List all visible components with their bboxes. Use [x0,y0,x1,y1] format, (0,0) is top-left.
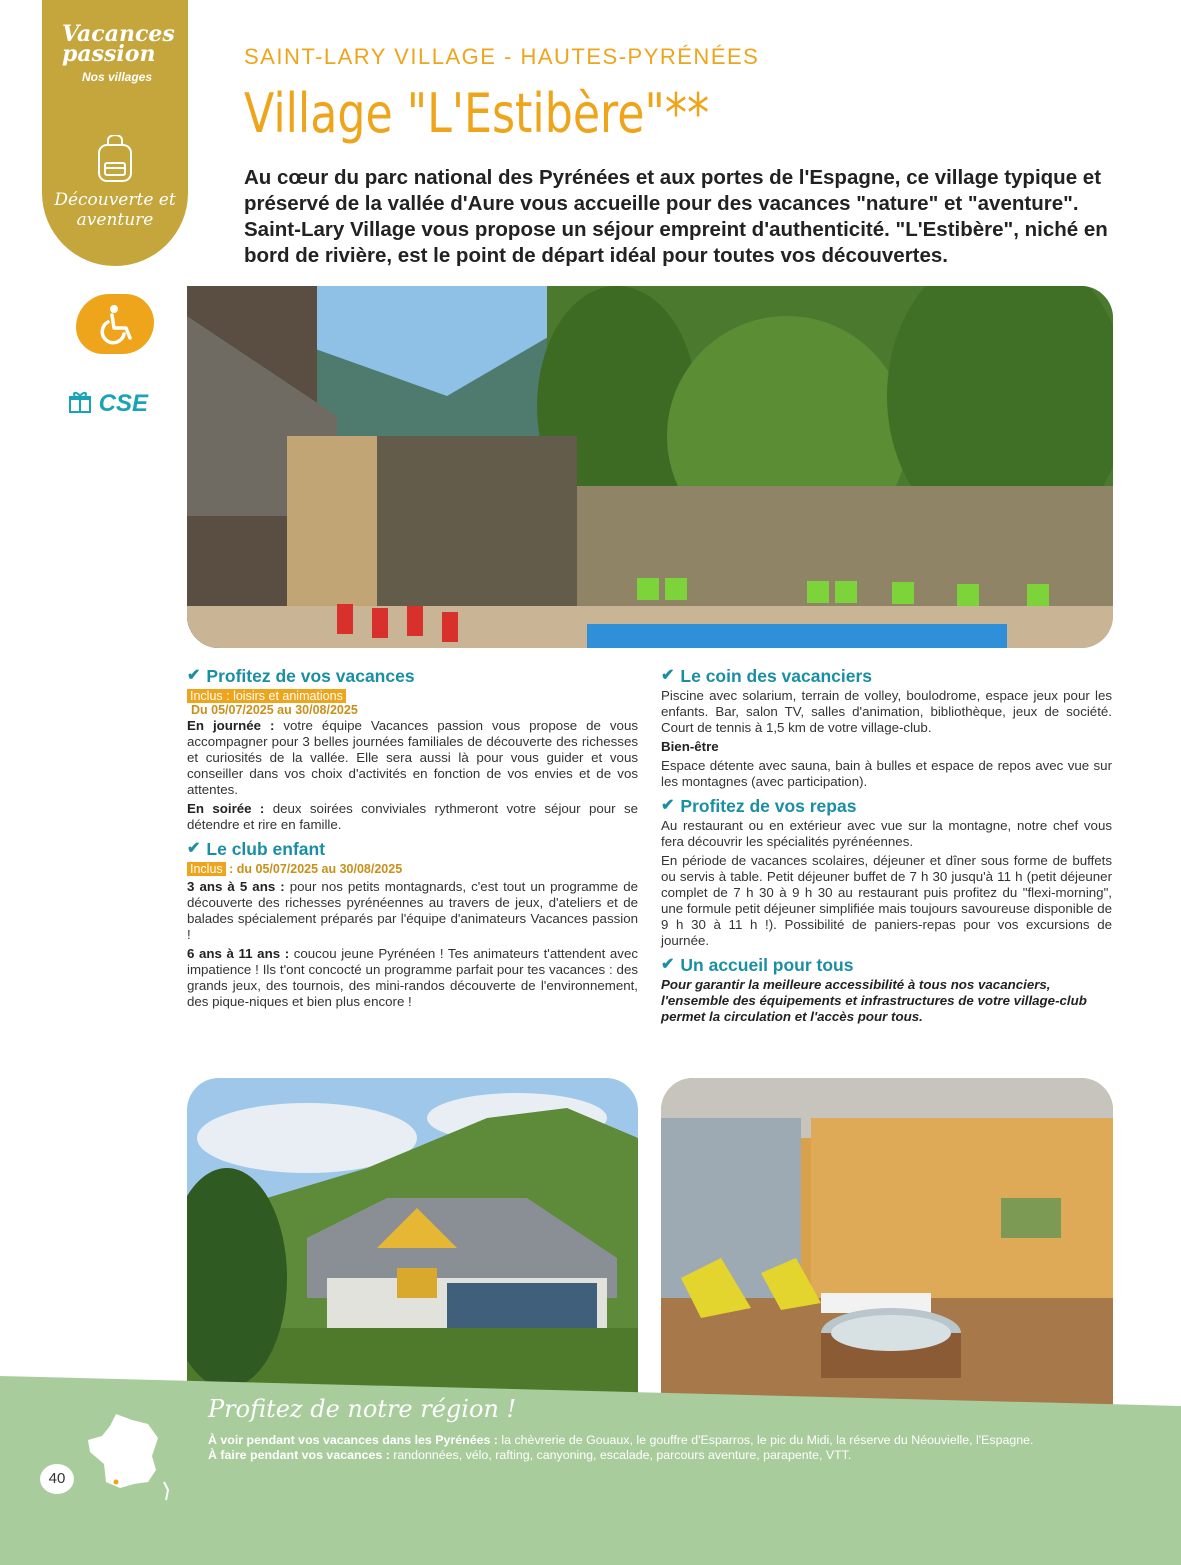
section-accessibility [661,957,1112,1025]
right-column [661,668,1112,1033]
check-icon: ✔ [661,797,675,814]
brand-logo-sub: Nos villages [82,70,153,84]
date-range: Du 05/07/2025 au 30/08/2025 [191,703,358,717]
france-map-icon [86,1412,172,1502]
accessibility-icon [76,294,154,354]
section-heading: ✔ Un accueil pour tous [661,955,854,975]
region-line-do: À faire pendant vos vacances : randonnées, vélo, rafting, canyoning, escalade, parcours aventure, parapente, VTT. [208,1448,852,1462]
page-number: 40 [40,1464,74,1494]
paragraph: En période de vacances scolaires, déjeuner et dîner sous forme de buffets ou servis à table. Petit déjeuner buffet de 7 h 30 jusqu'à 11 h (petit déjeuner complet de 7 h 30 à 9 h 30 au restaurant puis profitez du "flexi-morning", une formule petit déjeuner simplifiée mais toujours savoureuse disponible de 9 h 30 à 11 h !). Possibilité de paniers-repas pour vos excursions de journée. [661,853,1112,948]
region-band [0,1376,1181,1565]
paragraph: Au restaurant ou en extérieur avec vue sur la montagne, notre chef vous fera découvrir les spécialités pyrénéennes. [661,818,1112,849]
section-facilities [661,668,1112,790]
intro-paragraph: Au cœur du parc national des Pyrénées et aux portes de l'Espagne, ce village typique et préservé de la vallée d'Aure vous accueille pour des vacances "nature" et "aventure". Saint-Lary Village vous propose un séjour empreint d'authenticité. "L'Estibère", niché en bord de rivière, est le point de départ idéal pour toutes vos découvertes. [244,166,1108,267]
region-title: Profitez de notre région ! [208,1395,517,1423]
theme-label: Découverte et aventure [54,190,176,230]
gift-icon [68,390,92,414]
paragraph: Pour garantir la meilleure accessibilité à tous nos vacanciers, l'ensemble des équipements et infrastructures de votre village-club permet la circulation et l'accès pour tous. [661,977,1087,1024]
paragraph: Piscine avec solarium, terrain de volley, boulodrome, espace jeux pour les enfants. Bar, salon TV, salles d'animation, bibliothèque, jeux de société. Court de tennis à 1,5 km de votre village-club. [661,688,1112,735]
check-icon: ✔ [661,667,675,684]
paragraph: 6 ans à 11 ans : coucou jeune Pyrénéen ! Tes animateurs t'attendent avec impatience ! Ils t'ont concocté un programme parfait pour tes vacances : des grands jeux, des tournois, des mini-randos découverte de l'environnement, des pique-niques et bien plus encore ! [187,946,638,1009]
section-vacation [187,668,638,833]
village-building-photo [187,1078,638,1408]
pool-photo [187,286,1113,648]
section-kids-club [187,841,638,1010]
check-icon: ✔ [187,667,201,684]
section-heading: ✔ Profitez de vos vacances [187,666,415,686]
spa-photo [661,1078,1113,1408]
paragraph: 3 ans à 5 ans : pour nos petits montagnards, c'est tout un programme de découverte des richesses pyrénéennes au travers de jeux, d'ateliers et de balades spécialement préparés par l'équipe d'animateurs Vacances passion ! [187,879,638,942]
check-icon: ✔ [661,956,675,973]
category-tab [42,0,188,266]
region-line-see: À voir pendant vos vacances dans les Pyrénées : la chèvrerie de Gouaux, le gouffre d'Esparros, le pic du Midi, la réserve du Néouvielle, l'Espagne. [208,1433,1034,1447]
region-text [208,1433,1138,1463]
paragraph: En journée : votre équipe Vacances passion vous propose de vous accompagner pour 3 belles journées familiales de découverte des richesses et curiosités de la vallée. Elle sera aussi là pour vous guider et vous conseiller dans vos choix d'activités en fonction de vos envies et de vos attentes. [187,718,638,797]
cse-badge: CSE [68,390,148,418]
subheading: Bien-être [661,739,719,754]
section-meals [661,798,1112,949]
included-badge: Inclus : loisirs et animations [187,689,346,703]
backpack-icon [94,135,136,183]
check-icon: ✔ [187,840,201,857]
date-range: : du 05/07/2025 au 30/08/2025 [225,862,403,876]
paragraph: En soirée : deux soirées conviviales rythmeront votre séjour pour se détendre et rire en famille. [187,801,639,832]
location-subtitle: SAINT-LARY VILLAGE - HAUTES-PYRÉNÉES [244,44,760,69]
section-heading: ✔ Le coin des vacanciers [661,666,873,686]
left-column [187,668,638,1018]
included-badge: Inclus [187,862,226,876]
section-heading: ✔ Profitez de vos repas [661,796,857,816]
page-title: Village "L'Estibère"** [244,82,710,145]
brand-logo: Vacances passion [62,21,175,67]
section-heading: ✔ Le club enfant [187,839,326,859]
paragraph: Espace détente avec sauna, bain à bulles et espace de repos avec vue sur les montagnes (avec participation). [661,758,1112,789]
